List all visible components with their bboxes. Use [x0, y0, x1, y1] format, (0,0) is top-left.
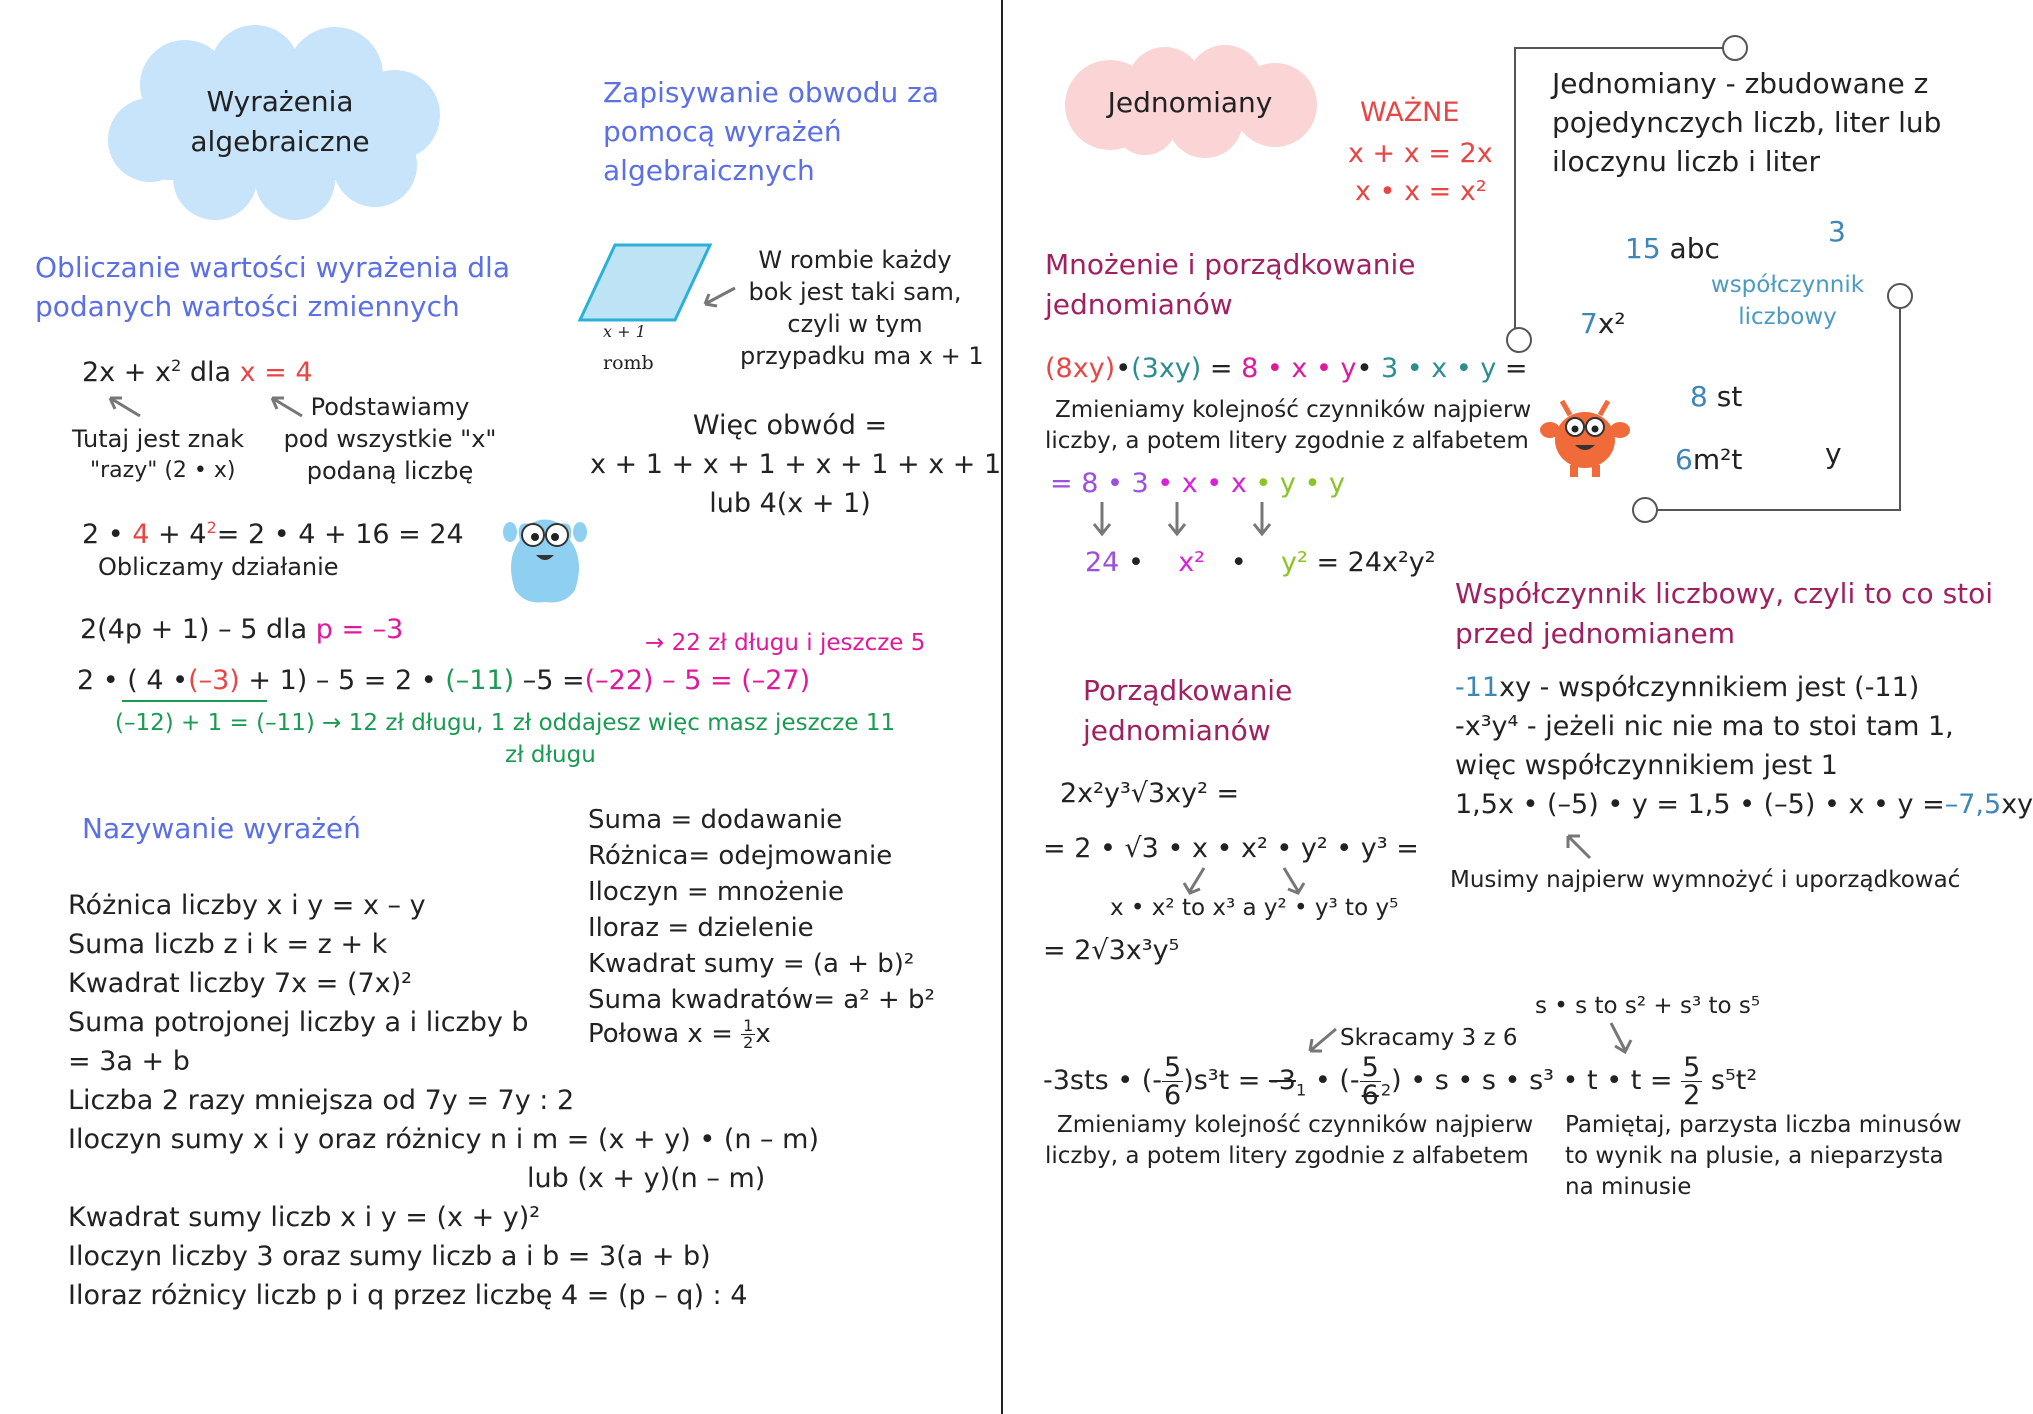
- title-cloud-left: [105, 30, 455, 215]
- ex1-line-2: 2 • $4 + 4^2= 2$ • 4 + 16 = 24: [82, 518, 464, 550]
- naming-item-7: Iloczyn sumy x i y oraz różnicy n i m = (x + y) • (n – m): [68, 1124, 819, 1155]
- naming-item-3: Kwadrat liczby 7x = (7x)²: [68, 968, 412, 999]
- naming-item-1: Różnica liczby x i y = x – y: [68, 890, 426, 921]
- coef-title-1: Współczynnik liczbowy, czyli to co stoi: [1455, 577, 1994, 610]
- ex2-sub-line: (–12) + 1 = (–11) → 12 zł długu, 1 zł oddajesz więc masz jeszcze 11: [115, 710, 896, 736]
- rhombus-diagram: [575, 240, 715, 325]
- cloud-title-line-2: algebraiczne: [190, 125, 370, 158]
- mult-line-2: = 8 • 3 • x • x • y • y: [1050, 468, 1345, 499]
- operation-1: Suma = dodawanie: [588, 805, 843, 835]
- ex1-note-right-1: Podstawiamy: [310, 393, 470, 421]
- perimeter-result-3: lub 4(x + 1): [709, 488, 871, 519]
- coef-line-3: więc współczynnikiem jest 1: [1455, 750, 1838, 781]
- operation-half: Połowa x = $\frac{1}{2}$ x: [588, 1016, 771, 1052]
- monster-illustration: [1540, 395, 1630, 480]
- example-8st: 8 st: [1690, 380, 1743, 413]
- ex2-sub-line-2: zł długu: [505, 742, 596, 768]
- arrow-icon: [1180, 865, 1210, 897]
- coef-line-4: 1,5x • (–5) • y = 1,5 • (–5) • x • y =–7,5xy: [1455, 789, 2033, 820]
- arrow-icon: [695, 282, 740, 312]
- rhombus-note-3: czyli w tym: [787, 310, 923, 338]
- arrow-icon: [1605, 1020, 1635, 1056]
- operation-4: Iloraz = dzielenie: [588, 913, 814, 943]
- ex1-line-2-note: Obliczamy działanie: [98, 553, 339, 581]
- big-note-right-3: na minusie: [1565, 1174, 1692, 1200]
- important-title: WAŻNE: [1360, 97, 1460, 128]
- naming-item-9: Kwadrat sumy liczb x i y = (x + y)²: [68, 1202, 541, 1233]
- coef-line-2: -x³y⁴ - jeżeli nic nie ma to stoi tam 1,: [1455, 711, 1954, 742]
- order-line-1: 2x²y³√3xy² =: [1060, 778, 1240, 809]
- naming-item-4: Suma potrojonej liczby a i liczby b: [68, 1007, 529, 1038]
- example-3: 3: [1828, 215, 1846, 248]
- ex1-note-left-1: Tutaj jest znak: [72, 425, 245, 453]
- big-note-right-2: to wynik na plusie, a nieparzysta: [1565, 1143, 1944, 1169]
- ex2-line-2: 2 • ( 4 •(–3) + 1) – 5 = 2 • (–11) –5 =(–22) – 5 = (–27): [77, 665, 811, 696]
- naming-item-5: = 3a + b: [68, 1046, 190, 1077]
- naming-item-8: lub (x + y)(n – m): [527, 1163, 766, 1194]
- arrow-icon: [1090, 500, 1114, 538]
- naming-title: Nazywanie wyrażeń: [82, 812, 361, 845]
- mult-result: 24 • x² • y² = 24x²y²: [1085, 547, 1436, 578]
- perimeter-title-3: algebraicznych: [603, 154, 815, 187]
- operation-2: Różnica= odejmowanie: [588, 841, 893, 871]
- ex1-line-1: $2x + x^2$ dla x = 4: [82, 356, 313, 388]
- mult-line-1: (8xy)•(3xy) = 8 • x • y• 3 • x • y =: [1045, 353, 1528, 384]
- arrow-icon: [1560, 830, 1596, 862]
- ex2-debt-note: → 22 zł długu i jeszcze 5: [645, 630, 926, 656]
- eval-title-1: Obliczanie wartości wyrażenia dla: [35, 251, 510, 284]
- important-rule-1: x + x = 2x: [1348, 138, 1493, 169]
- eval-title-2: podanych wartości zmiennych: [35, 290, 460, 323]
- example-y: y: [1825, 437, 1842, 470]
- ex1-note-right-2: pod wszystkie "x": [283, 425, 497, 453]
- order-line-2: = 2 • √3 • x • x² • y² • y³ =: [1043, 833, 1419, 864]
- ex1-note-left-2: "razy" (2 • x): [90, 458, 236, 483]
- arrow-icon: [1165, 500, 1189, 538]
- coefficient-label-2: liczbowy: [1738, 304, 1837, 330]
- arrow-icon: [1250, 500, 1274, 538]
- ex1-note-right-3: podaną liczbę: [306, 457, 474, 485]
- ex2-line-1: 2(4p + 1) – 5 dla p = –3: [80, 614, 404, 645]
- arrow-icon: [1278, 865, 1308, 897]
- example-6m2t: 6m²t: [1675, 443, 1743, 476]
- mult-note-1: Zmieniamy kolejność czynników najpierw: [1055, 397, 1532, 423]
- order-note: x • x² to x³ a y² • y³ to y⁵: [1110, 895, 1399, 921]
- rhombus-note-2: bok jest taki sam,: [748, 278, 962, 306]
- definition-1: Jednomiany - zbudowane z: [1552, 67, 1929, 100]
- naming-item-11: Iloraz różnicy liczb p i q przez liczbę 4 = (p – q) : 4: [68, 1280, 748, 1311]
- definition-2: pojedynczych liczb, liter lub: [1552, 106, 1942, 139]
- coef-title-2: przed jednomianem: [1455, 617, 1735, 650]
- important-rule-2: x • x = x²: [1355, 176, 1487, 207]
- operation-6: Suma kwadratów= a² + b²: [588, 985, 935, 1015]
- mult-title-2: jednomianów: [1045, 288, 1233, 321]
- s-note: s • s to s² + s³ to s⁵: [1535, 993, 1761, 1019]
- big-expression: -3sts • (- $\frac{5}{6}$ )$s^3t = -3_1$ • (- $\frac{5}{6}$ $_2$) • s • s • s³ • t • t = $\frac{5}{2}$ s⁵t²: [1043, 1052, 1758, 1111]
- rhombus-side-label: x + 1: [603, 322, 646, 341]
- cloud-title-right: Jednomiany: [1107, 86, 1273, 119]
- cloud-title-line-1: Wyrażenia: [206, 85, 354, 118]
- order-title-1: Porządkowanie: [1083, 674, 1293, 707]
- reduce-note: Skracamy 3 z 6: [1340, 1025, 1518, 1051]
- big-note-left-1: Zmieniamy kolejność czynników najpierw: [1057, 1112, 1534, 1138]
- bracket-line: [122, 700, 267, 702]
- naming-item-2: Suma liczb z i k = z + k: [68, 929, 388, 960]
- mult-title-1: Mnożenie i porządkowanie: [1045, 248, 1416, 281]
- arrow-icon: [100, 390, 145, 420]
- example-7x2: 7x²: [1580, 307, 1626, 340]
- order-line-3: = 2√3x³y⁵: [1043, 935, 1180, 966]
- coef-note: Musimy najpierw wymnożyć i uporządkować: [1450, 867, 1961, 893]
- perimeter-title-1: Zapisywanie obwodu za: [603, 76, 939, 109]
- rhombus-name-label: romb: [603, 352, 654, 374]
- operation-3: Iloczyn = mnożenie: [588, 877, 844, 907]
- naming-item-10: Iloczyn liczby 3 oraz sumy liczb a i b = 3(a + b): [68, 1241, 711, 1272]
- monster-illustration: [500, 510, 590, 605]
- example-15abc: 15 abc: [1625, 232, 1720, 265]
- arrow-icon: [1302, 1025, 1340, 1057]
- rhombus-note-1: W rombie każdy: [758, 246, 952, 274]
- perimeter-result-2: x + 1 + x + 1 + x + 1 + x + 1: [590, 449, 1002, 480]
- big-note-right-1: Pamiętaj, parzysta liczba minusów: [1565, 1112, 1962, 1138]
- coefficient-label-1: współczynnik: [1710, 272, 1865, 298]
- big-note-left-2: liczby, a potem litery zgodnie z alfabetem: [1045, 1143, 1529, 1169]
- page-divider: [1001, 0, 1003, 1414]
- coef-line-1: -11xy - współczynnikiem jest (-11): [1455, 672, 1920, 703]
- perimeter-result-1: Więc obwód =: [692, 410, 888, 441]
- definition-3: iloczynu liczb i liter: [1552, 145, 1821, 178]
- naming-item-6: Liczba 2 razy mniejsza od 7y = 7y : 2: [68, 1085, 575, 1116]
- operation-5: Kwadrat sumy = (a + b)²: [588, 949, 915, 979]
- rhombus-note-4: przypadku ma x + 1: [740, 342, 984, 370]
- mult-note-2: liczby, a potem litery zgodnie z alfabetem: [1045, 428, 1529, 454]
- perimeter-title-2: pomocą wyrażeń: [603, 115, 842, 148]
- order-title-2: jednomianów: [1083, 714, 1271, 747]
